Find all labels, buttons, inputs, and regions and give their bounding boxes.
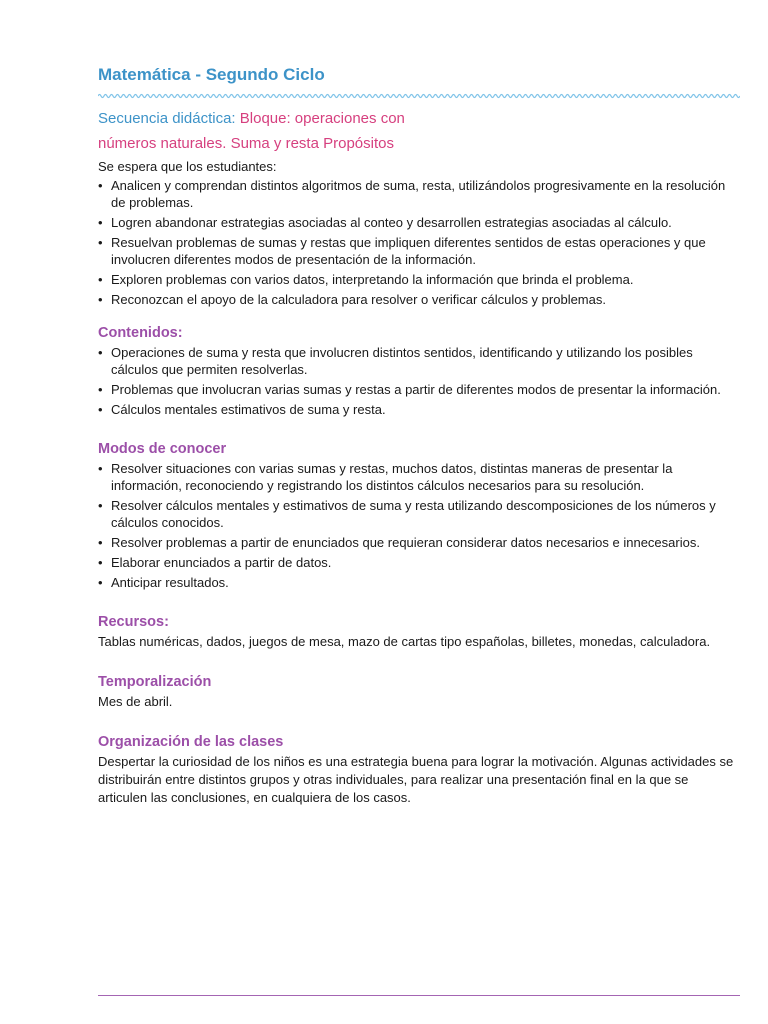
list-item: • Resolver problemas a partir de enunciados que requieran considerar datos necesarios e innecesarios. <box>98 534 738 551</box>
recursos-text: Tablas numéricas, dados, juegos de mesa, mazo de cartas tipo españolas, billetes, monedas, calculadora. <box>98 634 711 649</box>
purposes-intro: Se espera que los estudiantes: <box>98 159 277 174</box>
wavy-divider <box>98 92 740 100</box>
sequence-prefix: Secuencia didáctica: <box>98 110 236 127</box>
temporalizacion-heading: Temporalización <box>98 674 212 690</box>
footer-divider <box>98 995 740 996</box>
list-item: • Operaciones de suma y resta que involucren distintos sentidos, identificando y utilizando los posibles cálculos que permiten resolverlas. <box>98 344 738 378</box>
organizacion-text: Despertar la curiosidad de los niños es una estrategia buena para lograr la motivación. Algunas actividades se distribuirán entre distintos grupos y otras individuales, para realizar una presentación final en la que se articulen las conclusiones, en cualquiera de los casos. <box>98 754 734 805</box>
list-item: • Analicen y comprendan distintos algoritmos de suma, resta, utilizándolos progresivamente en la resolución de problemas. <box>98 177 738 211</box>
list-item: • Reconozcan el apoyo de la calculadora para resolver o verificar cálculos y problemas. <box>98 291 738 308</box>
list-item: • Problemas que involucran varias sumas y restas a partir de diferentes modos de presentar la información. <box>98 381 738 398</box>
modos-list <box>98 460 738 591</box>
purposes-list <box>98 177 738 308</box>
temporalizacion-text: Mes de abril. <box>98 694 173 709</box>
modos-heading: Modos de conocer <box>98 441 227 457</box>
document-page <box>98 62 738 807</box>
contenidos-list <box>98 344 738 418</box>
list-item: • Exploren problemas con varios datos, interpretando la información que brinda el problema. <box>98 271 738 288</box>
list-item: • Cálculos mentales estimativos de suma y resta. <box>98 401 738 418</box>
contenidos-heading: Contenidos: <box>98 325 183 341</box>
sequence-title: Bloque: operaciones con números naturales. Suma y resta Propósitos <box>98 110 405 152</box>
page-title: Matemática - Segundo Ciclo <box>98 65 325 84</box>
list-item: • Resolver cálculos mentales y estimativos de suma y resta utilizando descomposiciones de los números y cálculos conocidos. <box>98 497 738 531</box>
list-item: • Resuelvan problemas de sumas y restas que impliquen diferentes sentidos de estas operaciones y que involucren diferentes modos de presentación de la información. <box>98 234 738 268</box>
recursos-heading: Recursos: <box>98 614 169 630</box>
organizacion-heading: Organización de las clases <box>98 734 284 750</box>
list-item: • Logren abandonar estrategias asociadas al conteo y desarrollen estrategias asociadas al cálculo. <box>98 214 738 231</box>
list-item: • Elaborar enunciados a partir de datos. <box>98 554 738 571</box>
list-item: • Resolver situaciones con varias sumas y restas, muchos datos, distintas maneras de presentar la información, reconociendo y registrando los distintos cálculos necesarios para su resolución. <box>98 460 738 494</box>
sequence-heading <box>98 106 458 156</box>
list-item: • Anticipar resultados. <box>98 574 738 591</box>
